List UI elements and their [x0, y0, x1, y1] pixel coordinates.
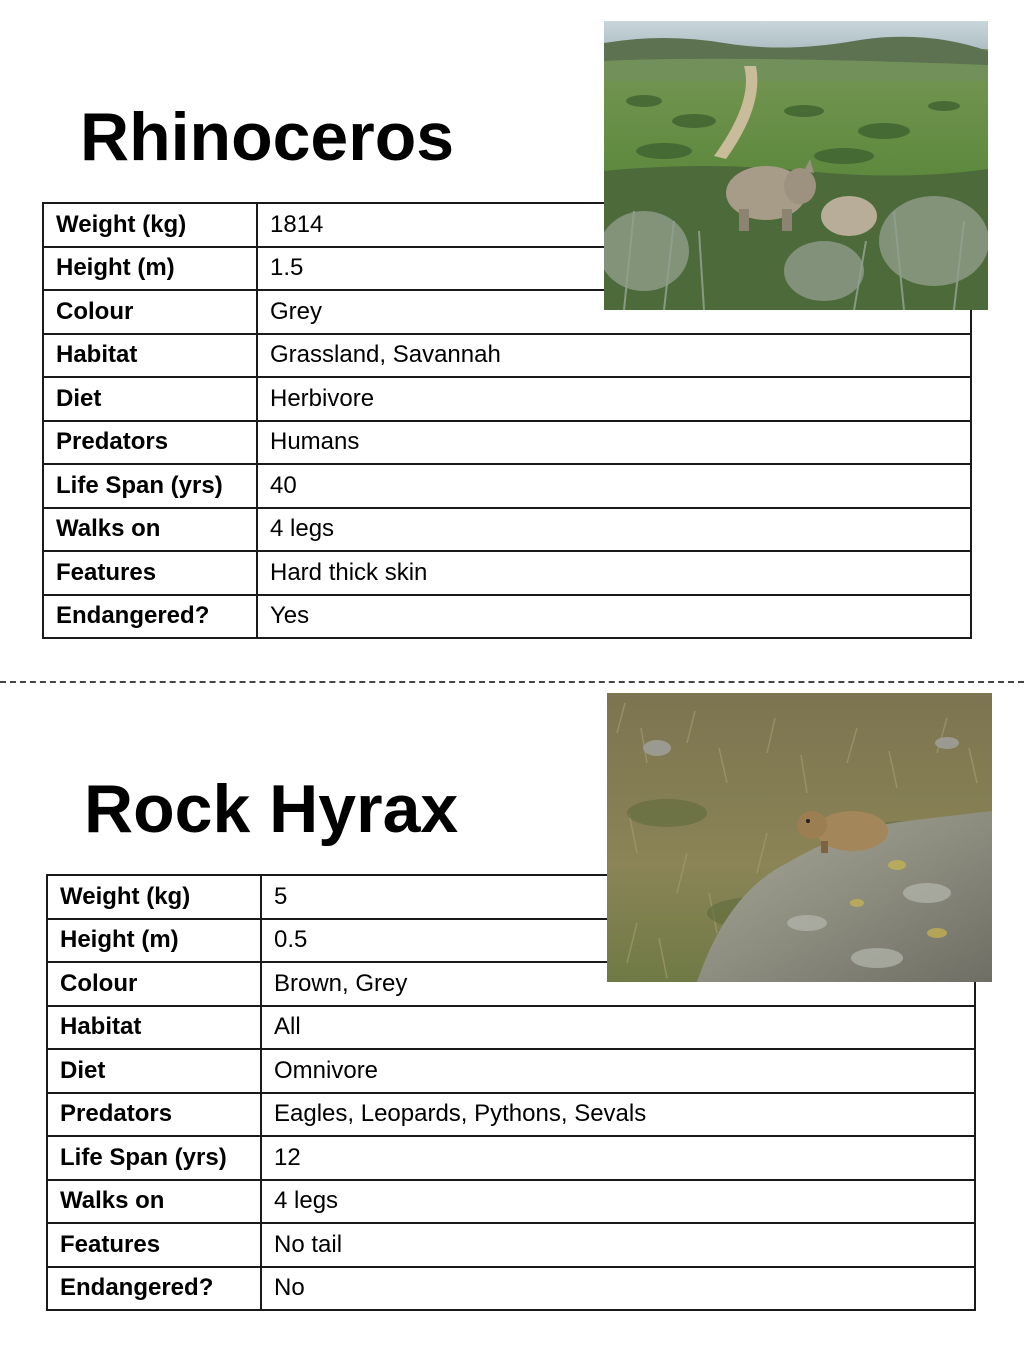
- table-row: [43, 377, 971, 421]
- row-value: Grassland, Savannah: [257, 334, 971, 378]
- row-label: Endangered?: [43, 595, 257, 639]
- section-divider: [0, 681, 1024, 683]
- row-value: All: [261, 1006, 975, 1050]
- row-label: Predators: [43, 421, 257, 465]
- row-value: Yes: [257, 595, 971, 639]
- table-row: [47, 1049, 975, 1093]
- row-value: 4 legs: [261, 1180, 975, 1224]
- row-label: Colour: [43, 290, 257, 334]
- row-label: Diet: [47, 1049, 261, 1093]
- row-value: No: [261, 1267, 975, 1311]
- row-label: Predators: [47, 1093, 261, 1137]
- row-value: Hard thick skin: [257, 551, 971, 595]
- row-value: Humans: [257, 421, 971, 465]
- row-label: Height (m): [47, 919, 261, 963]
- rhinoceros-photo: [604, 21, 988, 310]
- row-label: Habitat: [47, 1006, 261, 1050]
- row-value: 4 legs: [257, 508, 971, 552]
- row-value: 0.5: [261, 919, 975, 963]
- table-row: [47, 1006, 975, 1050]
- rock-hyrax-title: Rock Hyrax: [84, 771, 459, 847]
- table-row: [43, 334, 971, 378]
- row-value: Grey: [257, 290, 971, 334]
- table-row: [47, 1136, 975, 1180]
- row-label: Features: [47, 1223, 261, 1267]
- row-value: Omnivore: [261, 1049, 975, 1093]
- row-label: Habitat: [43, 334, 257, 378]
- row-label: Life Span (yrs): [47, 1136, 261, 1180]
- table-row: [43, 508, 971, 552]
- row-value: Brown, Grey: [261, 962, 975, 1006]
- table-row: [43, 421, 971, 465]
- row-label: Walks on: [43, 508, 257, 552]
- row-value: 12: [261, 1136, 975, 1180]
- row-value: 1814: [257, 203, 971, 247]
- row-label: Walks on: [47, 1180, 261, 1224]
- rhinoceros-title: Rhinoceros: [80, 99, 455, 175]
- row-value: 40: [257, 464, 971, 508]
- table-row: [43, 595, 971, 639]
- row-label: Height (m): [43, 247, 257, 291]
- row-value: 5: [261, 875, 975, 919]
- row-label: Diet: [43, 377, 257, 421]
- table-row: [47, 1093, 975, 1137]
- row-label: Life Span (yrs): [43, 464, 257, 508]
- row-value: No tail: [261, 1223, 975, 1267]
- table-row: [47, 1267, 975, 1311]
- row-value: Eagles, Leopards, Pythons, Sevals: [261, 1093, 975, 1137]
- row-label: Colour: [47, 962, 261, 1006]
- row-label: Endangered?: [47, 1267, 261, 1311]
- rock-hyrax-photo: [607, 693, 992, 982]
- table-row: [47, 1180, 975, 1224]
- row-value: 1.5: [257, 247, 971, 291]
- row-value: Herbivore: [257, 377, 971, 421]
- row-label: Weight (kg): [43, 203, 257, 247]
- table-row: [43, 551, 971, 595]
- row-label: Weight (kg): [47, 875, 261, 919]
- row-label: Features: [43, 551, 257, 595]
- table-row: [43, 464, 971, 508]
- table-row: [47, 1223, 975, 1267]
